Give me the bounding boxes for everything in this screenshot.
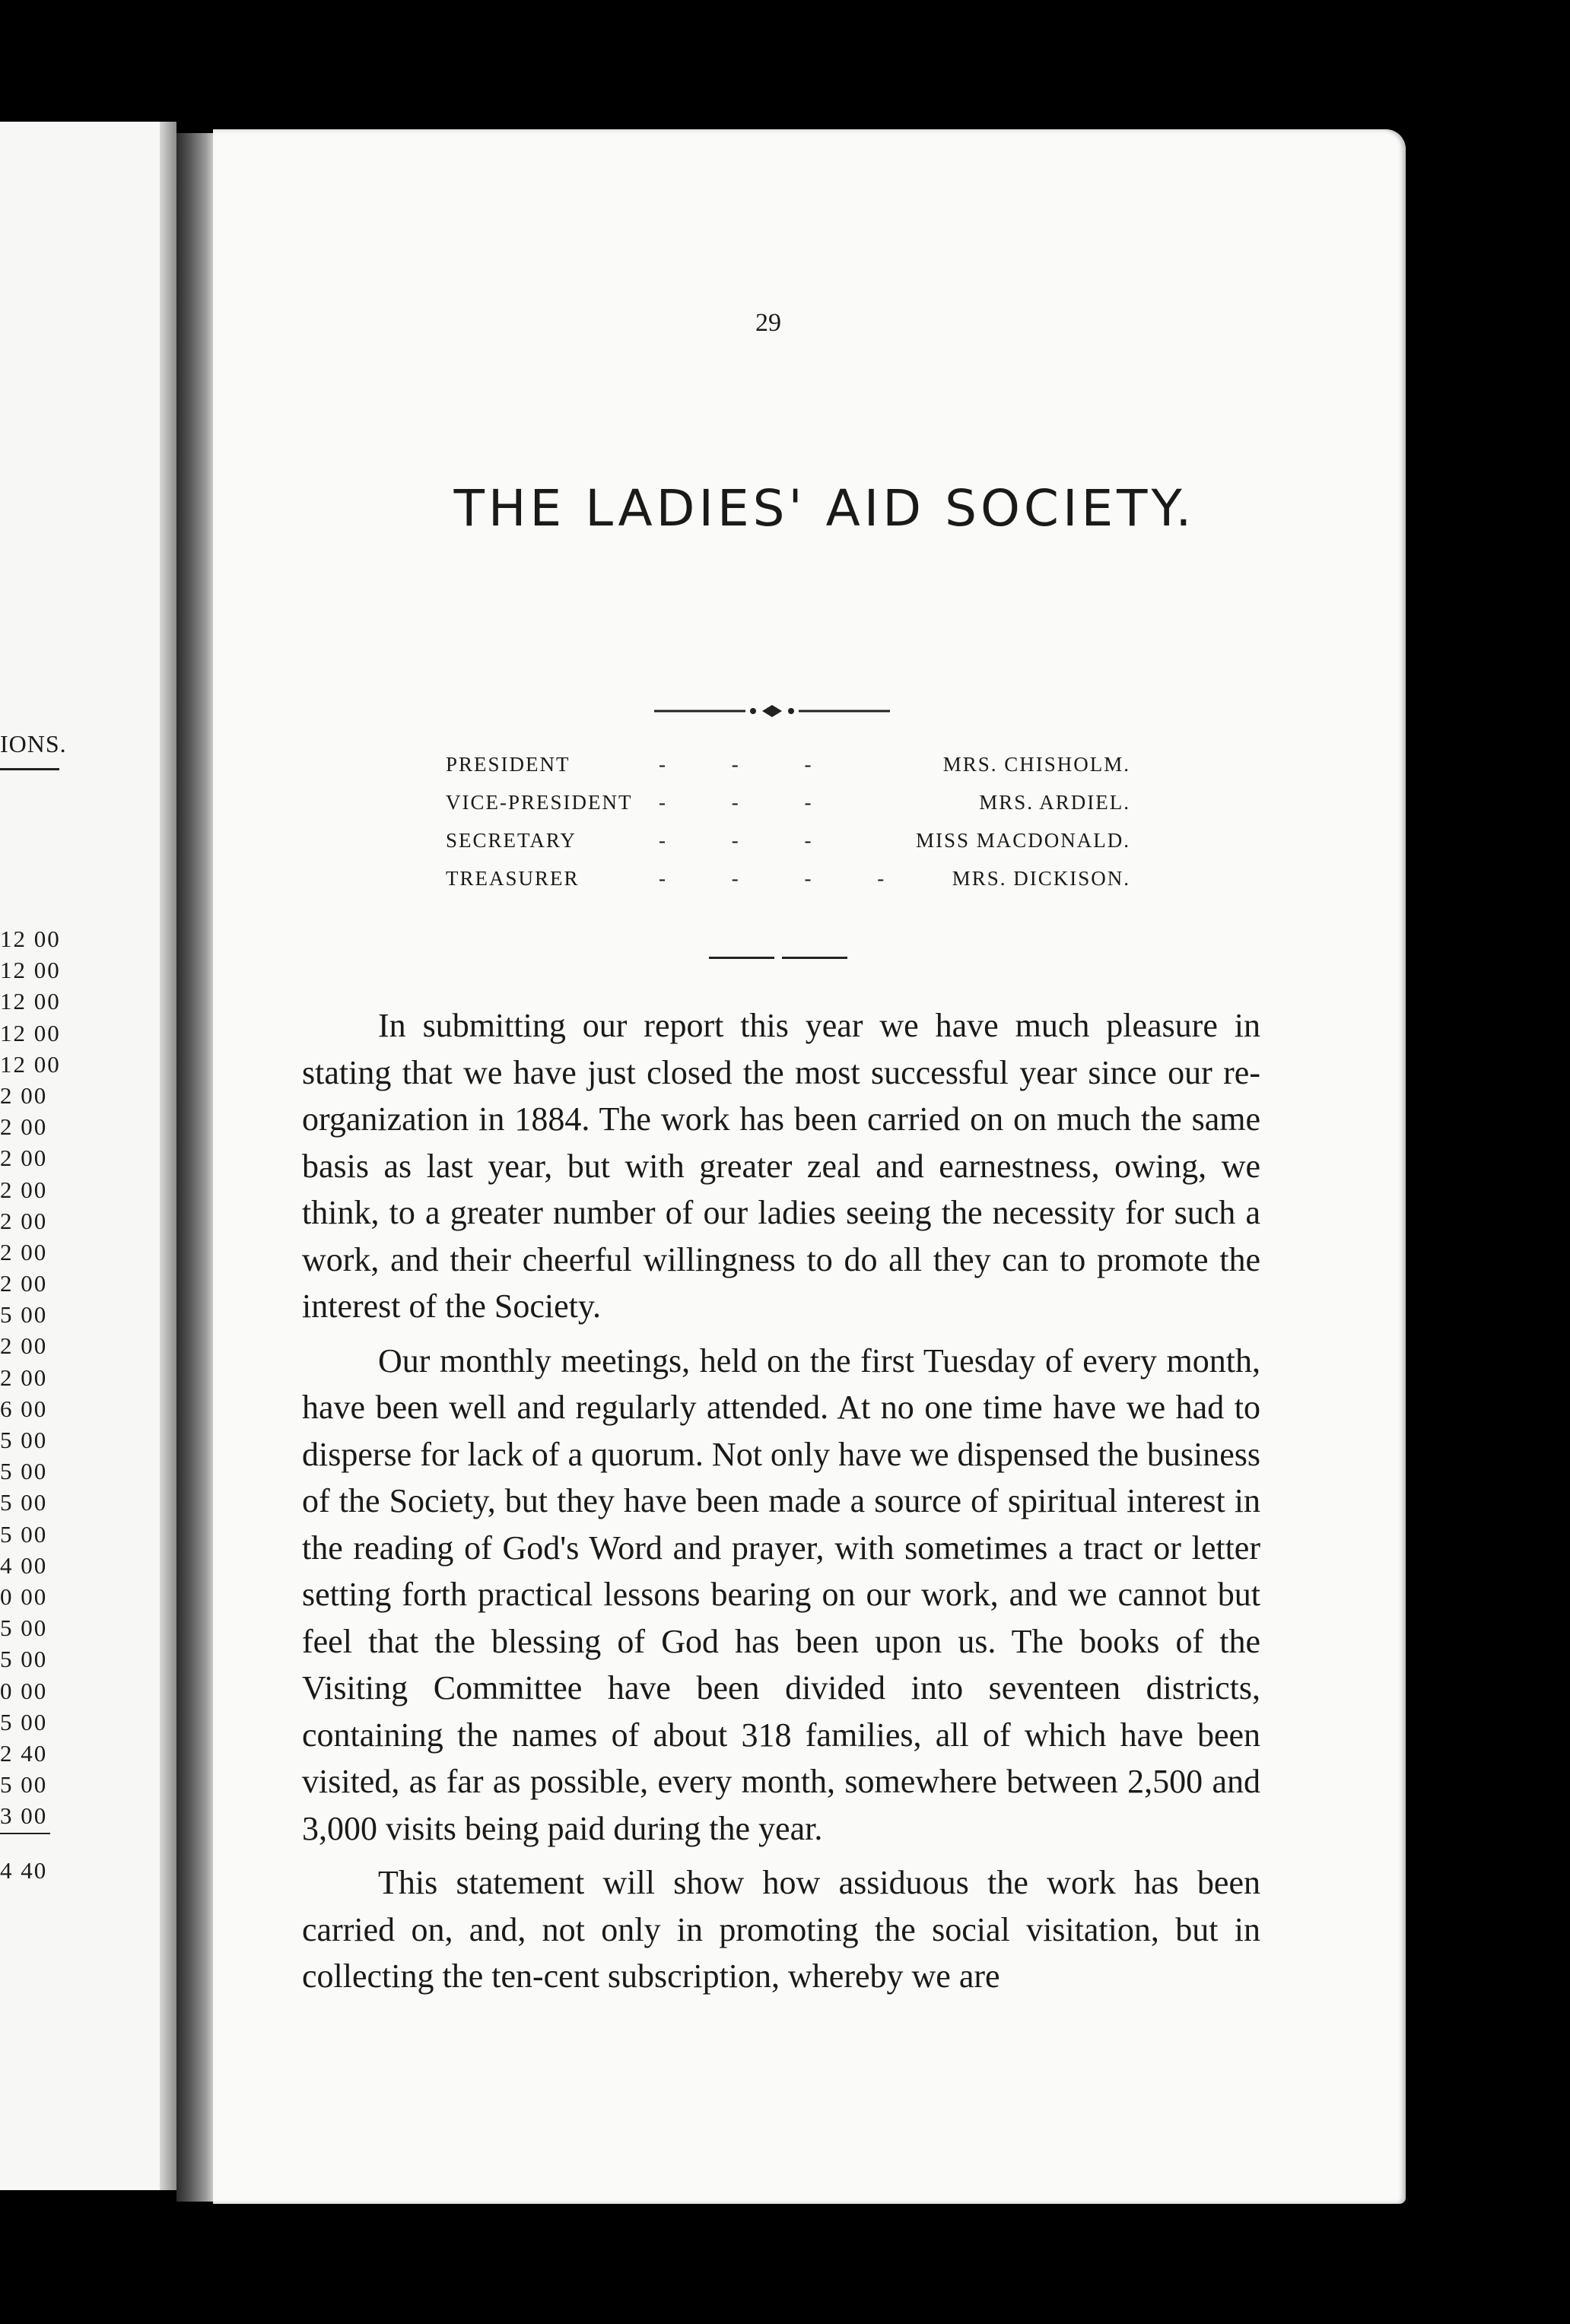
amount-cell: 2 40 <box>0 1739 48 1767</box>
ornament-divider-icon <box>654 703 890 719</box>
book-spine-shadow <box>176 133 213 2202</box>
amount-cell: 5 00 <box>0 1520 48 1548</box>
amount-cell: 12 00 <box>0 988 61 1015</box>
amount-cell: 5 00 <box>0 1614 48 1642</box>
amount-cell: 5 00 <box>0 1427 48 1453</box>
officer-leader-dashes: - - - - <box>659 867 915 890</box>
amount-cell: 5 00 <box>0 1771 48 1799</box>
amount-cell: 3 00 <box>0 1802 48 1830</box>
page-number: 29 <box>755 309 781 337</box>
body-paragraph: Our monthly meetings, held on the first Tuesday of every month, have been well and regularly attended. At no one time have we had to disperse for lack of a quorum. Not only have we dispensed the business of the Society, but they have been made a source of spiritual interest in the reading of God's Word and prayer, with sometimes a tract or letter setting forth practical lessons bearing on our work, and we cannot but feel that the blessing of God has been upon us. The books of the Visiting Committee have been divided into seventeen districts, containing the names of about 318 families, all of which have been visited, as far as possible, every month, somewhere between 2,500 and 3,000 visits being paid during the year. <box>302 1341 1260 1847</box>
amount-column <box>0 923 61 1831</box>
previous-page <box>0 122 176 2190</box>
officer-leader-dashes: - - - <box>659 791 842 814</box>
heading-rule <box>0 768 59 770</box>
amount-cell: 2 00 <box>0 1238 48 1265</box>
amount-cell: 2 00 <box>0 1113 48 1141</box>
officer-name: MISS MACDONALD. <box>915 829 1130 852</box>
report-body <box>302 1002 1260 2008</box>
amount-cell: 5 00 <box>0 1301 48 1329</box>
body-paragraph: This statement will show how assiduous the work has been carried on, and, not only in promoting the social visitation, but in collecting the ten-cent subscription, whereby we are <box>302 1864 1260 1995</box>
amount-cell: 2 00 <box>0 1081 48 1109</box>
officer-leader-dashes: - - - <box>659 829 842 852</box>
section-divider <box>709 957 847 959</box>
officer-name: MRS. DICKISON. <box>952 867 1130 890</box>
officer-role: PRESIDENT <box>446 753 570 776</box>
amount-cell: 2 00 <box>0 1145 48 1172</box>
amount-cell: 0 00 <box>0 1677 48 1704</box>
amount-cell: 2 00 <box>0 1176 48 1203</box>
officer-row <box>446 753 1130 791</box>
amount-cell: 2 00 <box>0 1332 48 1360</box>
amount-cell: 2 00 <box>0 1270 48 1297</box>
amount-cell: 12 00 <box>0 1019 61 1046</box>
page-gutter-shadow <box>160 122 176 2190</box>
column-total: 4 40 <box>0 1857 48 1884</box>
amount-cell: 5 00 <box>0 1646 48 1673</box>
officer-role: VICE-PRESIDENT <box>446 791 633 814</box>
amount-cell: 5 00 <box>0 1708 48 1735</box>
total-rule <box>0 1833 50 1834</box>
amount-cell: 6 00 <box>0 1395 48 1422</box>
current-page <box>213 129 1406 2204</box>
officer-row <box>446 867 1130 905</box>
officer-row <box>446 791 1130 829</box>
officer-role: TREASURER <box>446 867 580 890</box>
officer-name: MRS. CHISHOLM. <box>942 753 1130 776</box>
amount-cell: 12 00 <box>0 957 61 984</box>
amount-cell: 12 00 <box>0 925 61 952</box>
officers-list <box>446 753 1130 905</box>
officer-leader-dashes: - - - <box>659 753 842 776</box>
officer-name: MRS. ARDIEL. <box>979 791 1130 814</box>
officer-role: SECRETARY <box>446 829 577 852</box>
body-paragraph: In submitting our report this year we have much pleasure in stating that we have just closed the most successful year since our re-organization in 1884. The work has been carried on on much the same basis as last year, but with greater zeal and earnestness, owing, we think, to a greater number of our ladies seeing the necessity for such a work, and their cheerful willingness to do all they can to promote the interest of the Society. <box>302 1007 1260 1325</box>
amount-cell: 4 00 <box>0 1551 48 1579</box>
amount-cell: 5 00 <box>0 1489 48 1516</box>
amount-cell: 0 00 <box>0 1583 48 1610</box>
amount-cell: 2 00 <box>0 1364 48 1391</box>
amount-cell: 5 00 <box>0 1458 48 1485</box>
column-heading: IONS. <box>0 730 67 757</box>
page-title: THE LADIES' AID SOCIETY. <box>453 479 1196 538</box>
amount-cell: 2 00 <box>0 1207 48 1234</box>
officer-row <box>446 829 1130 867</box>
amount-cell: 12 00 <box>0 1050 61 1078</box>
